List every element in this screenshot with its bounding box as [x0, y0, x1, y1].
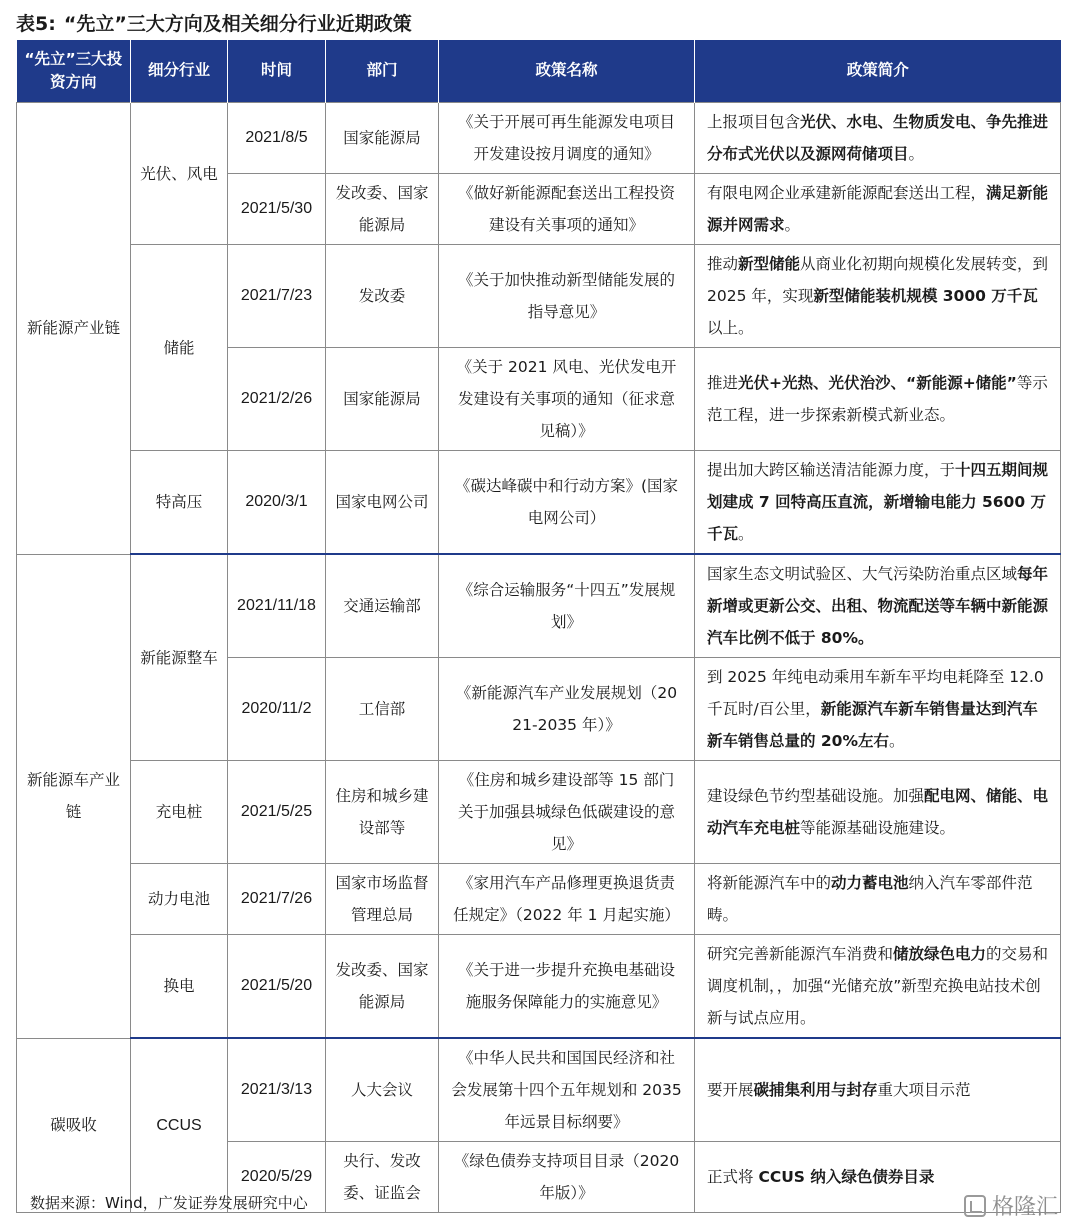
policy-name-cell: 《做好新能源配套送出工程投资建设有关事项的通知》 [439, 174, 695, 245]
summary-text: 。 [738, 525, 754, 543]
direction-cell: 新能源车产业链 [17, 554, 131, 1038]
policy-name-cell: 《综合运输服务“十四五”发展规划》 [439, 554, 695, 658]
table-row [17, 864, 1061, 935]
date-cell: 2021/5/20 [228, 935, 326, 1039]
subsector-cell: 光伏、风电 [131, 103, 228, 245]
department-cell: 住房和城乡建设部等 [326, 761, 439, 864]
policy-summary-cell [695, 658, 1061, 761]
department-cell: 国家市场监督管理总局 [326, 864, 439, 935]
summary-text: 等能源基础设施建设。 [800, 819, 956, 837]
summary-highlight: 满足新能源并网需求 [707, 184, 1049, 234]
direction-cell: 碳吸收 [17, 1038, 131, 1213]
policy-summary-cell [695, 451, 1061, 555]
summary-highlight: 新能源汽车新车销售量达到汽车新车销售总量的 20%左右 [707, 700, 1038, 750]
policy-name-cell: 《关于 2021 风电、光伏发电开发建设有关事项的通知（征求意见稿）》 [439, 348, 695, 451]
header-subsector: 细分行业 [131, 40, 228, 103]
table-row [17, 554, 1061, 658]
header-direction: “先立”三大投资方向 [17, 40, 131, 103]
policy-name-cell: 《新能源汽车产业发展规划（2021-2035 年）》 [439, 658, 695, 761]
table-label: 表5: [16, 13, 56, 35]
watermark [964, 1190, 1058, 1221]
policy-name-cell: 《碳达峰碳中和行动方案》(国家电网公司） [439, 451, 695, 555]
table-row [17, 451, 1061, 555]
policy-name-cell: 《关于加快推动新型储能发展的指导意见》 [439, 245, 695, 348]
policy-name-cell: 《关于进一步提升充换电基础设施服务保障能力的实施意见》 [439, 935, 695, 1039]
summary-highlight: 新型储能装机规模 3000 万千瓦 [813, 287, 1038, 305]
subsector-cell: 充电桩 [131, 761, 228, 864]
policy-summary-cell [695, 103, 1061, 174]
date-cell: 2021/7/26 [228, 864, 326, 935]
date-cell: 2021/5/30 [228, 174, 326, 245]
policy-summary-cell [695, 174, 1061, 245]
summary-text: 有限电网企业承建新能源配套送出工程， [707, 184, 987, 202]
date-cell: 2020/11/2 [228, 658, 326, 761]
summary-highlight: 光伏+光热、光伏治沙、“新能源+储能” [738, 374, 1017, 392]
department-cell: 央行、发改委、证监会 [326, 1142, 439, 1213]
summary-text: 纳入汽车零部件范畴。 [707, 874, 1033, 924]
date-cell: 2021/5/25 [228, 761, 326, 864]
header-policy-name: 政策名称 [439, 40, 695, 103]
department-cell: 发改委、国家能源局 [326, 935, 439, 1039]
subsector-cell: 储能 [131, 245, 228, 451]
department-cell: 交通运输部 [326, 554, 439, 658]
date-cell: 2020/5/29 [228, 1142, 326, 1213]
subsector-cell: 动力电池 [131, 864, 228, 935]
table-row [17, 103, 1061, 174]
table-row [17, 935, 1061, 1039]
summary-text: 等示范工程，进一步探索新模式新业态。 [707, 374, 1048, 424]
department-cell: 国家电网公司 [326, 451, 439, 555]
summary-text: 重大项目示范 [877, 1081, 971, 1099]
summary-highlight: 十四五期间规划建成 7 回特高压直流，新增输电能力 5600 万千瓦 [707, 461, 1049, 543]
summary-highlight: 配电网、储能、电动汽车充电桩 [707, 787, 1049, 837]
watermark-text: 格隆汇 [991, 1195, 1058, 1220]
date-cell: 2021/3/13 [228, 1038, 326, 1142]
policy-name-cell: 《住房和城乡建设部等 15 部门关于加强县城绿色低碳建设的意见》 [439, 761, 695, 864]
summary-highlight: 每年新增或更新公交、出租、物流配送等车辆中新能源汽车比例不低于 80%。 [707, 565, 1049, 647]
policy-summary-cell [695, 1038, 1061, 1142]
table-row [17, 761, 1061, 864]
department-cell: 工信部 [326, 658, 439, 761]
policy-summary-cell [695, 245, 1061, 348]
department-cell: 国家能源局 [326, 348, 439, 451]
summary-text: 提出加大跨区输送清洁能源力度，于 [707, 461, 956, 479]
date-cell: 2021/7/23 [228, 245, 326, 348]
table-header-row [17, 40, 1061, 103]
summary-text: 正式将 [707, 1168, 759, 1186]
summary-text: 。 [908, 145, 925, 163]
summary-highlight: 新型储能 [738, 255, 801, 273]
gelonghui-logo-icon [964, 1195, 986, 1217]
summary-text: 从商业化初期向规模化发展转变，到 2025 年，实现 [707, 255, 1049, 305]
summary-text: 研究完善新能源汽车消费和 [707, 945, 894, 963]
summary-text: 国家生态文明试验区、大气污染防治重点区域 [707, 565, 1018, 583]
policy-summary-cell [695, 761, 1061, 864]
date-cell: 2021/2/26 [228, 348, 326, 451]
subsector-cell: 新能源整车 [131, 554, 228, 761]
summary-text: 要开展 [707, 1081, 754, 1099]
department-cell: 发改委、国家能源局 [326, 174, 439, 245]
summary-text: 以上。 [707, 319, 754, 337]
table-title [16, 8, 412, 40]
date-cell: 2021/8/5 [228, 103, 326, 174]
policy-summary-cell [695, 554, 1061, 658]
summary-text: 。 [784, 216, 801, 234]
summary-highlight: 动力蓄电池 [831, 874, 909, 892]
summary-text: 将新能源汽车中的 [707, 874, 832, 892]
summary-text: 推进 [707, 374, 739, 392]
summary-text: 建设绿色节约型基础设施。加强 [707, 787, 925, 805]
header-time: 时间 [228, 40, 326, 103]
summary-highlight: 碳捕集利用与封存 [753, 1081, 878, 1099]
summary-text: 到 2025 年纯电动乘用车新车平均电耗降至 12.0 千瓦时/百公里， [707, 668, 1044, 718]
summary-text: 推动 [707, 255, 739, 273]
subsector-cell: CCUS [131, 1038, 228, 1213]
summary-highlight: CCUS 纳入绿色债券目录 [758, 1168, 935, 1186]
header-policy-summary: 政策简介 [695, 40, 1061, 103]
date-cell: 2020/3/1 [228, 451, 326, 555]
department-cell: 国家能源局 [326, 103, 439, 174]
summary-text: 。 [889, 732, 905, 750]
policy-summary-cell [695, 935, 1061, 1039]
policy-name-cell: 《家用汽车产品修理更换退货责任规定》（2022 年 1 月起实施） [439, 864, 695, 935]
policy-name-cell: 《绿色债券支持项目目录（2020 年版）》 [439, 1142, 695, 1213]
summary-highlight: 储放绿色电力 [893, 945, 987, 963]
subsector-cell: 特高压 [131, 451, 228, 555]
table-row [17, 1038, 1061, 1142]
date-cell: 2021/11/18 [228, 554, 326, 658]
policy-name-cell: 《关于开展可再生能源发电项目开发建设按月调度的通知》 [439, 103, 695, 174]
policy-table [16, 40, 1061, 1213]
policy-summary-cell [695, 348, 1061, 451]
department-cell: 人大会议 [326, 1038, 439, 1142]
summary-text: 的交易和调度机制，，加强“光储充放”新型充换电站技术创新与试点应用。 [707, 945, 1049, 1027]
header-department: 部门 [326, 40, 439, 103]
table-row [17, 245, 1061, 348]
direction-cell: 新能源产业链 [17, 103, 131, 555]
department-cell: 发改委 [326, 245, 439, 348]
summary-text: 上报项目包含 [707, 113, 801, 131]
subsector-cell: 换电 [131, 935, 228, 1039]
summary-highlight: 光伏、水电、生物质发电、争先推进分布式光伏以及源网荷储项目 [707, 113, 1049, 163]
policy-summary-cell [695, 864, 1061, 935]
data-source-note: 数据来源：Wind，广发证券发展研究中心 [30, 1194, 308, 1212]
table-title-text: “先立”三大方向及相关细分行业近期政策 [63, 13, 412, 35]
policy-name-cell: 《中华人民共和国国民经济和社会发展第十四个五年规划和 2035 年远景目标纲要》 [439, 1038, 695, 1142]
